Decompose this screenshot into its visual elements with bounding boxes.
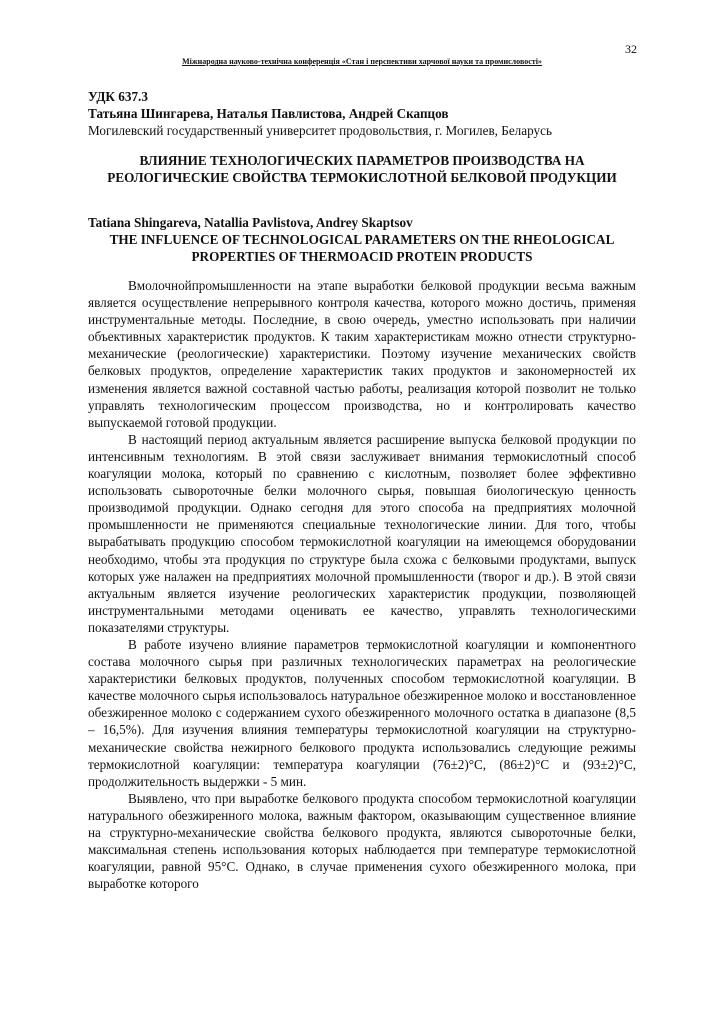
article-header	[88, 88, 648, 139]
running-header: Міжнародна науково-технічна конференція «Стан і перспективи харчової науки та промисловості»	[182, 57, 542, 66]
title-en: THE INFLUENCE OF TECHNOLOGICAL PARAMETERS ON THE RHEOLOGICAL PROPERTIES OF THERMOACID PROTEIN PRODUCTS	[109, 232, 615, 264]
paragraph: В работе изучено влияние параметров термокислотной коагуляции и компонентного состава молочного сырья при различных технологических параметрах на реологические характеристики белковых продуктов, полученных способом термокислотной коагуляции. В качестве молочного сырья использовалось натуральное обезжиренное молоко и восстановленное обезжиренное молоко с содержанием сухого обезжиренного молочного остатка в диапазоне (8,5 – 16,5%). Для изучения влияния температуры термокислотной коагуляции на структурно-механические свойства нежирного белкового продукта использовались следующие режимы термокислотной коагуляции: температура коагуляции (76±2)°С, (86±2)°С и (93±2)°С, продолжительность выдержки - 5 мин.	[88, 636, 636, 789]
udk-code: УДК 637.3	[88, 89, 148, 104]
authors-en: Tatiana Shingareva, Natallia Pavlistova, Andrey Skaptsov	[88, 215, 413, 230]
title-ru: ВЛИЯНИЕ ТЕХНОЛОГИЧЕСКИХ ПАРАМЕТРОВ ПРОИЗВОДСТВА НА РЕОЛОГИЧЕСКИЕ СВОЙСТВА ТЕРМОКИСЛОТНОЙ БЕЛКОВОЙ ПРОДУКЦИИ	[107, 153, 617, 185]
page-number: 32	[625, 42, 637, 56]
paragraph: Вмолочнойпромышленности на этапе выработки белковой продукции весьма важным является осуществление непрерывного контроля качества, которого можно достичь, применяя инструментальные методы. Последние, в свою очередь, уместно использовать при наличии объективных характеристик продуктов. К таким характеристикам можно отнести структурно-механические (реологические) характеристики. Поэтому изучение механических свойств белковых продуктов, определение характеристик таких продуктов и закономерностей их изменения является важной составной частью работы, реализация которой позволит не только управлять технологическим процессом производства, но и контролировать качество выпускаемой готовой продукции.	[88, 278, 636, 430]
authors-ru: Татьяна Шингарева, Наталья Павлистова, Андрей Скапцов	[88, 106, 449, 121]
affiliation: Могилевский государственный университет продовольствия, г. Могилев, Беларусь	[88, 123, 552, 138]
paragraph: Выявлено, что при выработке белкового продукта способом термокислотной коагуляции натурального обезжиренного молока, важным фактором, оказывающим существенное влияние на структурно-механические свойства белкового продукта, являются сывороточные белки, максимальная степень использования которых наблюдается при температуре термокислотной коагуляции, равной 95°С. Однако, в случае применения сухого обезжиренного молока, при выработке которого	[88, 790, 636, 892]
article-body	[88, 277, 636, 892]
paragraph: В настоящий период актуальным является расширение выпуска белковой продукции по интенсивным технологиям. В этой связи заслуживает внимания термокислотный способ коагуляции молока, который по сравнению с кислотным, позволяет более эффективно использовать сывороточные белки молочного сырья, повышая биологическую ценность производимой продукции. Однако сегодня для этого способа на предприятиях молочной промышленности не применяются специальные технологические линии. Для того, чтобы вырабатывать продукцию способом термокислотной коагуляции на имеющемся оборудовании необходимо, чтобы эта продукция по структуре была схожа с белковыми продуктами, выпуск которых уже налажен на предприятиях молочной промышленности (творог и др.). В этой связи актуальным является изучение реологических характеристик продукции, позволяющей инструментальными методами оценивать ее качество, управлять технологическими показателями структуры.	[88, 431, 636, 635]
